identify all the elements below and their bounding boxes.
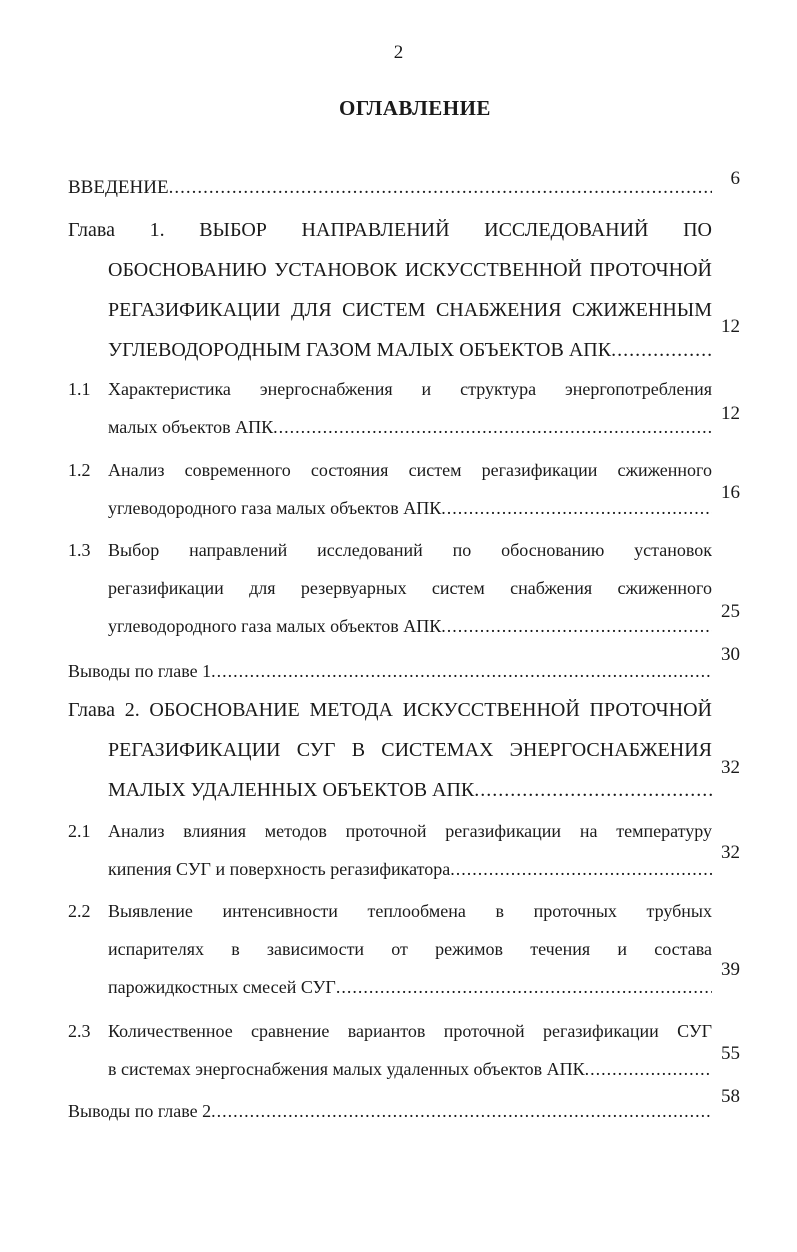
toc-page-number: 25 [721,601,740,622]
toc-entry-text: Выводы по главе 2 [68,1101,212,1121]
toc-page-number: 16 [721,482,740,503]
toc-entry-conclusions-1 [68,652,712,690]
toc-entry-line: ОБОСНОВАНИЮ УСТАНОВОК ИСКУССТВЕННОЙ ПРОТОЧНОЙ [108,259,712,281]
toc-entry-line: углеводородного газа малых объектов АПК [108,498,442,518]
toc-entry-text: ВВЕДЕНИЕ [68,177,169,198]
toc-entry-line: Характеристика энергоснабжения и структура энергопотребления [108,379,712,399]
dot-leader [273,408,712,446]
toc-page-number: 30 [721,644,740,665]
toc-entry-line: испарителях в зависимости от режимов течения и состава [108,939,712,959]
toc-entry-line: РЕГАЗИФИКАЦИИ ДЛЯ СИСТЕМ СНАБЖЕНИЯ СЖИЖЕННЫМ [108,299,712,321]
dot-leader [611,330,712,370]
page-number: 2 [393,42,404,63]
toc-entry-line: Выявление интенсивности теплообмена в проточных трубных [108,901,712,921]
toc-page-number: 39 [721,959,740,980]
toc-entry-section-2-1 [68,812,712,888]
toc-entry-section-2-2 [68,892,712,1006]
dot-leader [211,1092,712,1130]
section-number: 2.3 [68,1021,91,1041]
toc-page-number: 12 [721,403,740,424]
toc-entry-line: Количественное сравнение вариантов проточной регазификации СУГ [108,1021,712,1041]
toc-page-number: 55 [721,1043,740,1064]
section-number: 2.2 [68,901,91,921]
toc-entry-line: в системах энергоснабжения малых удаленных объектов АПК [108,1059,585,1079]
section-number: 1.3 [68,540,91,560]
toc-page-number: 6 [730,168,740,189]
toc-entry-line: регазификации для резервуарных систем снабжения сжиженного [108,578,712,598]
toc-entry-line: Глава 2. ОБОСНОВАНИЕ МЕТОДА ИСКУССТВЕННОЙ ПРОТОЧНОЙ [68,699,712,721]
toc-entry-section-1-3 [68,531,712,645]
toc-entry-line: Анализ современного состояния систем регазификации сжиженного [108,460,712,480]
toc-entry-line: УГЛЕВОДОРОДНЫМ ГАЗОМ МАЛЫХ ОБЪЕКТОВ АПК [108,339,612,361]
toc-page-number: 32 [721,842,740,863]
toc-entry-conclusions-2 [68,1092,712,1130]
toc-title: ОГЛАВЛЕНИЕ [339,96,491,120]
section-number: 1.1 [68,379,91,399]
toc-entry-line: парожидкостных смесей СУГ [108,977,336,997]
toc-entry-text: Выводы по главе 1 [68,661,212,681]
dot-leader [169,168,712,208]
toc-entry-line: малых объектов АПК [108,417,274,437]
toc-page-number: 58 [721,1086,740,1107]
dot-leader [211,652,712,690]
dot-leader [441,489,712,527]
toc-entry-line: МАЛЫХ УДАЛЕННЫХ ОБЪЕКТОВ АПК [108,779,475,801]
toc-page-number: 32 [721,757,740,778]
toc-page-number: 12 [721,316,740,337]
section-number: 1.2 [68,460,91,480]
section-number: 2.1 [68,821,91,841]
dot-leader [585,1050,712,1088]
dot-leader [441,607,712,645]
toc-entry-line: углеводородного газа малых объектов АПК [108,616,442,636]
dot-leader [474,770,712,810]
toc-entry-introduction [68,168,712,208]
toc-entry-line: Анализ влияния методов проточной регазификации на температуру [108,821,712,841]
toc-entry-section-2-3 [68,1012,712,1088]
toc-entry-section-1-2 [68,451,712,527]
toc-entry-chapter-2 [68,690,712,810]
toc-entry-line: Выбор направлений исследований по обоснованию установок [108,540,712,560]
toc-entry-line: кипения СУГ и поверхность регазификатора [108,859,451,879]
toc-entry-chapter-1 [68,210,712,370]
toc-entry-line: РЕГАЗИФИКАЦИИ СУГ В СИСТЕМАХ ЭНЕРГОСНАБЖЕНИЯ [108,739,712,761]
dot-leader [450,850,712,888]
toc-entry-line: Глава 1. ВЫБОР НАПРАВЛЕНИЙ ИССЛЕДОВАНИЙ ПО [68,219,712,241]
dot-leader [336,968,712,1006]
toc-entry-section-1-1 [68,370,712,446]
